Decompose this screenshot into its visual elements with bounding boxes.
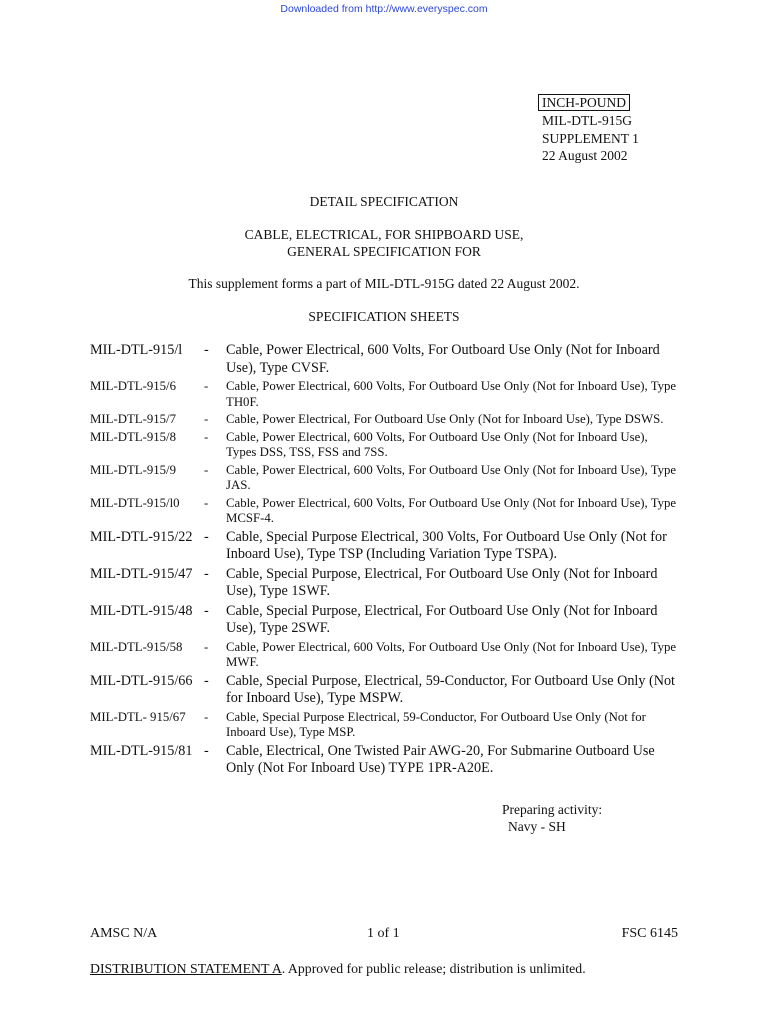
fsc-code: FSC 6145 [621,926,678,941]
subject-title-line-1: CABLE, ELECTRICAL, FOR SHIPBOARD USE, [244,227,524,242]
preparing-activity-block [502,801,602,835]
spec-sheet-description: Cable, Power Electrical, 600 Volts, For Outboard Use Only (Not for Inboard Use), Type CVSF. [226,342,660,376]
amsc-number: AMSC N/A [90,926,158,941]
page-number: 1 of 1 [367,926,400,941]
document-identification-block [539,94,639,165]
spec-sheet-id: MIL-DTL-915/7 [90,412,177,426]
spec-sheet-dash: - [204,709,209,724]
spec-sheet-description: Cable, Power Electrical, 600 Volts, For Outboard Use Only (Not for Inboard Use), Types DSS, TSS, FSS and 7SS. [226,429,648,459]
distribution-statement-text: . Approved for public release; distribution is unlimited. [281,961,586,976]
spec-sheet-row [90,743,690,778]
spec-sheet-row [90,529,690,564]
spec-sheet-description: Cable, Special Purpose, Electrical, 59-Conductor, For Outboard Use Only (Not for Inboard Use), Type MSPW. [226,672,675,706]
spec-sheet-dash: - [204,429,209,444]
spec-sheet-id: MIL-DTL-915/66 [90,672,193,689]
spec-sheet-id: MIL-DTL-915/48 [90,602,193,619]
document-type-heading: DETAIL SPECIFICATION [309,194,459,209]
download-source-link[interactable]: Downloaded from http://www.everyspec.com [280,3,488,15]
spec-sheet-id: MIL-DTL-915/22 [90,528,193,545]
spec-sheet-row [90,710,690,741]
preparing-activity-label: Preparing activity: [502,802,603,817]
spec-sheet-dash: - [204,639,209,654]
spec-sheet-row [90,412,690,428]
spec-sheet-description: Cable, Power Electrical, For Outboard Use Only (Not for Inboard Use), Type DSWS. [226,412,664,426]
spec-sheet-row [90,463,690,494]
spec-sheet-description: Cable, Electrical, One Twisted Pair AWG-20, For Submarine Outboard Use Only (Not For Inboard Use) TYPE 1PR-A20E. [226,742,655,776]
spec-sheet-id: MIL-DTL- 915/67 [90,709,186,724]
spec-sheet-id: MIL-DTL-915/l [90,342,183,358]
spec-sheet-id: MIL-DTL-915/l0 [90,495,180,510]
preparing-activity-org: Navy - SH [508,819,566,834]
spec-sheet-id: MIL-DTL-915/6 [90,379,177,393]
spec-sheet-dash: - [204,379,209,393]
spec-sheet-id: MIL-DTL-915/58 [90,639,183,654]
spec-sheet-description: Cable, Power Electrical, 600 Volts, For Outboard Use Only (Not for Inboard Use), Type MWF. [226,639,677,669]
spec-sheet-dash: - [204,602,209,619]
spec-sheet-row [90,342,690,377]
spec-sheet-dash: - [204,565,209,582]
spec-sheet-row [90,640,690,671]
spec-sheet-description: Cable, Power Electrical, 600 Volts, For Outboard Use Only (Not for Inboard Use), Type TH0F. [226,379,677,409]
supplement-number: SUPPLEMENT 1 [542,130,639,146]
inch-pound-stamp: INCH-POUND [538,94,630,111]
spec-sheet-dash: - [204,342,209,358]
specification-sheet-list [90,342,690,780]
spec-sheet-description: Cable, Power Electrical, 600 Volts, For Outboard Use Only (Not for Inboard Use), Type JAS. [226,462,677,492]
spec-sheet-description: Cable, Power Electrical, 600 Volts, For Outboard Use Only (Not for Inboard Use), Type MCSF-4. [226,495,677,525]
spec-sheet-description: Cable, Special Purpose Electrical, 59-Conductor, For Outboard Use Only (Not for Inboard Use), Type MSP. [226,709,646,739]
subject-title-line-2: GENERAL SPECIFICATION FOR [287,244,481,259]
specification-sheets-heading: SPECIFICATION SHEETS [308,309,460,324]
spec-sheet-row [90,430,690,461]
spec-sheet-id: MIL-DTL-915/47 [90,565,193,582]
spec-sheet-dash: - [204,412,209,426]
spec-sheet-id: MIL-DTL-915/9 [90,462,177,477]
spec-sheet-dash: - [204,742,209,759]
spec-sheet-row [90,496,690,527]
spec-sheet-dash: - [204,462,209,477]
document-number: MIL-DTL-915G [542,113,632,128]
spec-sheet-row [90,566,690,601]
spec-sheet-dash: - [204,495,209,510]
spec-sheet-row [90,603,690,638]
spec-sheet-description: Cable, Special Purpose, Electrical, For Outboard Use Only (Not for Inboard Use), Type 1SWF. [226,565,658,599]
spec-sheet-description: Cable, Special Purpose, Electrical, For Outboard Use Only (Not for Inboard Use), Type 2SWF. [226,602,658,636]
spec-sheet-id: MIL-DTL-915/81 [90,742,193,759]
supplement-intro: This supplement forms a part of MIL-DTL-915G dated 22 August 2002. [188,276,580,291]
distribution-statement [90,960,586,977]
spec-sheet-id: MIL-DTL-915/8 [90,429,177,444]
distribution-statement-label: DISTRIBUTION STATEMENT A [90,961,282,976]
spec-sheet-row [90,379,690,410]
spec-sheet-description: Cable, Special Purpose Electrical, 300 Volts, For Outboard Use Only (Not for Inboard Use), Type TSP (Including Variation Type TSPA). [226,528,667,562]
spec-sheet-dash: - [204,528,209,545]
spec-sheet-row [90,673,690,708]
spec-sheet-dash: - [204,672,209,689]
document-date: 22 August 2002 [542,148,628,163]
